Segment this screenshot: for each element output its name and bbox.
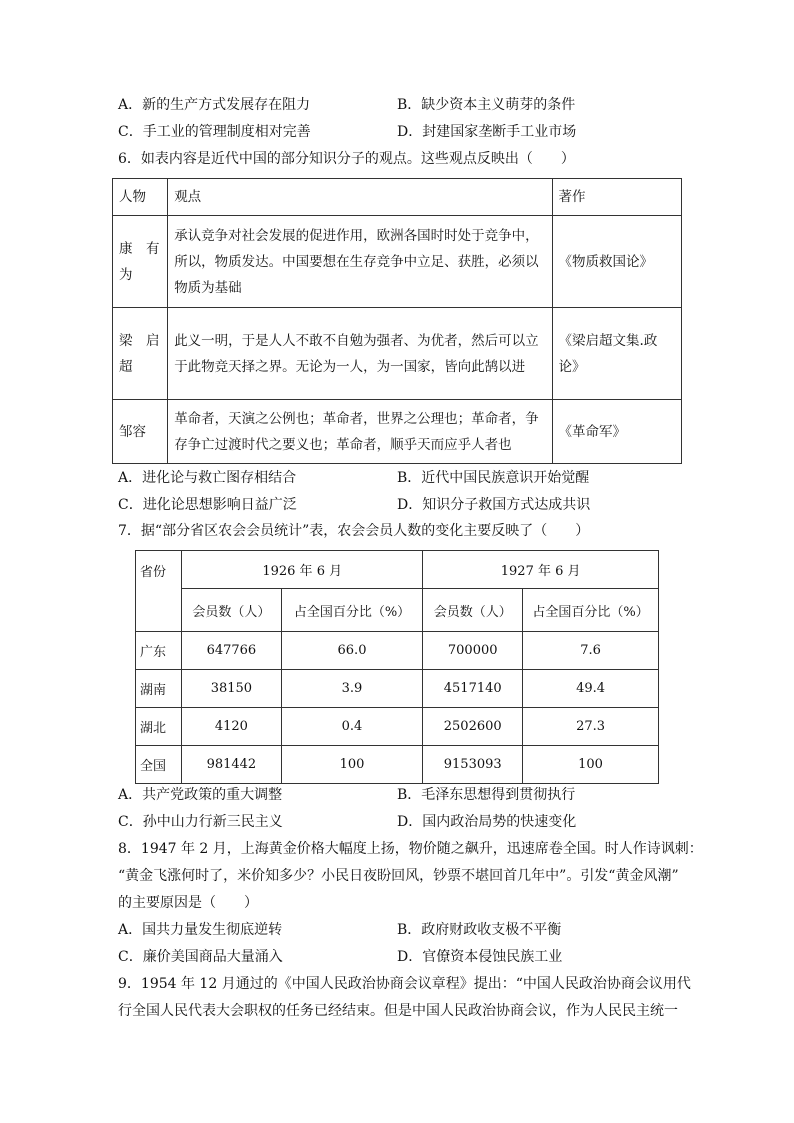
header-members-1926: 会员数（人） [182,589,282,632]
cell-members-1926: 38150 [182,670,282,708]
q6-option-c[interactable]: C．进化论思想影响日益广泛 [118,497,297,513]
q7-option-b[interactable]: B．毛泽东思想得到贯彻执行 [397,787,576,803]
q9-stem-line-1: 9．1954 年 12 月通过的《中国人民政治协商会议章程》提出：“中国人民政治协商会议用代 [118,976,691,992]
cell-view: 此义一明，于是人人不敢不自勉为强者、为优者，然后可以立于此物竞天择之界。无论为一人，为一国家，皆向此鹄以进 [168,308,552,400]
header-view: 观点 [168,179,552,216]
table-row [136,746,659,784]
cell-person: 康 有为 [113,216,168,308]
q8-option-a[interactable]: A．国共力量发生彻底逆转 [118,922,283,938]
q6-option-d[interactable]: D．知识分子救国方式达成共识 [397,497,591,513]
cell-person: 梁 启超 [113,308,168,400]
cell-view: 承认竞争对社会发展的促进作用，欧洲各国时时处于竞争中，所以，物质发达。中国要想在生存竞争中立足、获胜，必须以物质为基础 [168,216,552,308]
q8-option-d[interactable]: D．官僚资本侵蚀民族工业 [397,949,563,965]
table-row [136,708,659,746]
table-row [113,400,682,464]
header-members-1927: 会员数（人） [423,589,523,632]
cell-view: 革命者，天演之公例也；革命者，世界之公理也；革命者，争存争亡过渡时代之要义也；革命者，顺乎天而应乎人者也 [168,400,552,464]
header-province: 省份 [136,551,182,632]
cell-percent-1927: 7.6 [523,632,659,670]
cell-members-1927: 9153093 [423,746,523,784]
cell-percent-1927: 100 [523,746,659,784]
table-row [136,670,659,708]
header-percent-1926: 占全国百分比（%） [281,589,423,632]
q5-option-d[interactable]: D．封建国家垄断手工业市场 [397,124,577,140]
cell-province: 全国 [136,746,182,784]
table-row [136,632,659,670]
q7-stem: 7．据“部分省区农会会员统计”表，农会会员人数的变化主要反映了（ ） [118,523,590,539]
table-header-row [113,179,682,216]
header-date-1926: 1926 年 6 月 [182,551,423,589]
q7-option-d[interactable]: D．国内政治局势的快速变化 [397,814,577,830]
cell-percent-1926: 100 [281,746,423,784]
table-row [113,216,682,308]
cell-work: 《梁启超文集.政论》 [552,308,681,400]
q6-stem: 6．如表内容是近代中国的部分知识分子的观点。这些观点反映出（ ） [118,151,575,167]
header-date-1927: 1927 年 6 月 [423,551,659,589]
table-header-row [136,551,659,589]
cell-percent-1926: 3.9 [281,670,423,708]
cell-percent-1927: 27.3 [523,708,659,746]
cell-work: 《革命军》 [552,400,681,464]
q7-table [135,550,659,784]
q8-stem-line-1: 8．1947 年 2 月，上海黄金价格大幅度上扬，物价随之飙升，迅速席卷全国。时人作诗讽刺： [118,841,703,857]
q7-option-c[interactable]: C．孙中山力行新三民主义 [118,814,283,830]
table-header-row [136,589,659,632]
cell-members-1927: 2502600 [423,708,523,746]
q9-stem-line-2: 行全国人民代表大会职权的任务已经结束。但是中国人民政治协商会议，作为人民民主统一 [118,1003,678,1019]
cell-province: 湖北 [136,708,182,746]
q8-stem-line-2: “黄金飞涨何时了，米价知多少？小民日夜盼回风，钞票不堪回首几年中”。引发“黄金风潮” [118,868,679,884]
cell-members-1926: 4120 [182,708,282,746]
cell-percent-1927: 49.4 [523,670,659,708]
q5-option-b[interactable]: B．缺少资本主义萌芽的条件 [397,97,576,113]
q6-table [112,178,682,464]
q8-option-b[interactable]: B．政府财政收支极不平衡 [397,922,562,938]
table-row [113,308,682,400]
cell-members-1926: 647766 [182,632,282,670]
q5-option-c[interactable]: C．手工业的管理制度相对完善 [118,124,311,140]
header-work: 著作 [552,179,681,216]
q5-option-a[interactable]: A．新的生产方式发展存在阻力 [118,97,311,113]
cell-members-1927: 4517140 [423,670,523,708]
q6-option-a[interactable]: A．进化论与救亡图存相结合 [118,470,297,486]
q6-option-b[interactable]: B．近代中国民族意识开始觉醒 [397,470,590,486]
header-person: 人物 [113,179,168,216]
cell-members-1926: 981442 [182,746,282,784]
cell-province: 湖南 [136,670,182,708]
cell-percent-1926: 66.0 [281,632,423,670]
cell-percent-1926: 0.4 [281,708,423,746]
q8-option-c[interactable]: C．廉价美国商品大量涌入 [118,949,283,965]
cell-members-1927: 700000 [423,632,523,670]
cell-province: 广东 [136,632,182,670]
cell-person: 邹容 [113,400,168,464]
cell-work: 《物质救国论》 [552,216,681,308]
q7-option-a[interactable]: A．共产党政策的重大调整 [118,787,283,803]
q8-stem-line-3: 的主要原因是（ ） [118,895,258,911]
header-percent-1927: 占全国百分比（%） [523,589,659,632]
